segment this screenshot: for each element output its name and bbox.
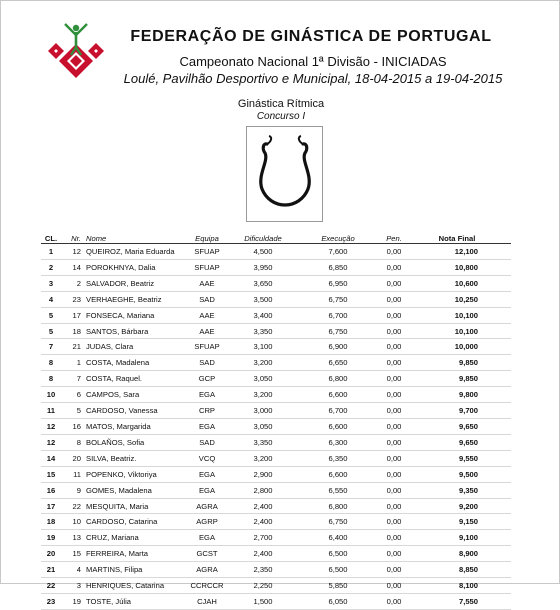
cell-final: 10,000 bbox=[454, 342, 478, 352]
cell-dif: 3,100 bbox=[253, 342, 273, 352]
cell-dif: 3,000 bbox=[253, 406, 273, 416]
table-row bbox=[41, 276, 511, 292]
cell-final: 9,800 bbox=[458, 390, 478, 400]
cell-team: AGRA bbox=[196, 501, 218, 511]
rope-icon bbox=[247, 127, 324, 223]
cell-name: CAMPOS, Sara bbox=[86, 390, 140, 400]
cell-pen: 0,00 bbox=[386, 278, 402, 288]
cell-nr: 13 bbox=[72, 533, 81, 543]
cell-final: 9,650 bbox=[458, 421, 478, 431]
cell-name: CARDOSO, Vanessa bbox=[86, 406, 158, 416]
table-row bbox=[41, 562, 511, 578]
cell-nr: 2 bbox=[76, 278, 81, 288]
cell-name: SANTOS, Bárbara bbox=[86, 326, 149, 336]
cell-final: 10,100 bbox=[454, 310, 478, 320]
cell-exe: 6,750 bbox=[328, 326, 348, 336]
cell-team: AAE bbox=[199, 326, 215, 336]
table-row bbox=[41, 371, 511, 387]
cell-cl: 2 bbox=[48, 262, 54, 272]
cell-team: AAE bbox=[199, 310, 215, 320]
cell-dif: 3,950 bbox=[253, 262, 273, 272]
cell-final: 10,100 bbox=[454, 326, 478, 336]
cell-final: 9,200 bbox=[458, 501, 478, 511]
cell-dif: 2,400 bbox=[253, 549, 273, 559]
cell-nr: 9 bbox=[76, 485, 81, 495]
cell-exe: 6,400 bbox=[328, 533, 348, 543]
results-table bbox=[41, 233, 511, 610]
cell-pen: 0,00 bbox=[386, 294, 402, 304]
table-row bbox=[41, 403, 511, 419]
cell-nr: 23 bbox=[72, 294, 81, 304]
cell-name: SILVA, Beatriz. bbox=[86, 453, 137, 463]
cell-team: CJAH bbox=[197, 596, 217, 606]
cell-name: COSTA, Raquel. bbox=[86, 374, 142, 384]
apparatus-box bbox=[246, 126, 323, 222]
table-row bbox=[41, 387, 511, 403]
cell-name: FONSECA, Mariana bbox=[86, 310, 155, 320]
cell-dif: 1,500 bbox=[253, 596, 273, 606]
cell-exe: 6,800 bbox=[328, 501, 348, 511]
cell-nr: 20 bbox=[72, 453, 81, 463]
cell-cl: 10 bbox=[46, 390, 56, 400]
cell-exe: 6,350 bbox=[328, 453, 348, 463]
cell-dif: 3,200 bbox=[253, 390, 273, 400]
cell-final: 9,700 bbox=[458, 406, 478, 416]
cell-exe: 6,700 bbox=[328, 310, 348, 320]
cell-team: SFUAP bbox=[194, 342, 220, 352]
cell-cl: 14 bbox=[46, 453, 56, 463]
cell-pen: 0,00 bbox=[386, 247, 402, 256]
table-row bbox=[41, 594, 511, 610]
cell-final: 9,350 bbox=[458, 485, 478, 495]
cell-dif: 3,650 bbox=[253, 278, 273, 288]
cell-final: 10,600 bbox=[454, 278, 478, 288]
cell-team: AGRP bbox=[196, 517, 218, 527]
cell-exe: 6,500 bbox=[328, 549, 348, 559]
cell-final: 10,250 bbox=[454, 294, 478, 304]
cell-name: FERREIRA, Marta bbox=[86, 549, 149, 559]
col-nr: Nr. bbox=[71, 234, 81, 243]
col-difficulty: Dificuldade bbox=[244, 234, 282, 243]
cell-dif: 2,350 bbox=[253, 565, 273, 575]
table-row bbox=[41, 435, 511, 451]
cell-exe: 6,750 bbox=[328, 517, 348, 527]
cell-pen: 0,00 bbox=[386, 596, 402, 606]
cell-nr: 8 bbox=[76, 437, 81, 447]
cell-team: EGA bbox=[198, 469, 216, 479]
table-row bbox=[41, 451, 511, 467]
cell-team: SFUAP bbox=[194, 262, 220, 272]
table-row bbox=[41, 514, 511, 530]
cell-dif: 3,050 bbox=[253, 374, 273, 384]
cell-pen: 0,00 bbox=[386, 406, 402, 416]
cell-team: EGA bbox=[198, 485, 216, 495]
cell-nr: 21 bbox=[72, 342, 81, 352]
cell-exe: 6,600 bbox=[328, 390, 348, 400]
cell-team: AGRA bbox=[196, 565, 218, 575]
table-row bbox=[41, 530, 511, 546]
cell-dif: 3,200 bbox=[253, 453, 273, 463]
cell-exe: 6,600 bbox=[328, 421, 348, 431]
cell-nr: 6 bbox=[76, 390, 81, 400]
cell-nr: 7 bbox=[76, 374, 81, 384]
cell-name: MARTINS, Filipa bbox=[86, 565, 143, 575]
cell-cl: 15 bbox=[46, 469, 56, 479]
cell-pen: 0,00 bbox=[386, 390, 402, 400]
table-row bbox=[41, 355, 511, 371]
cell-final: 9,850 bbox=[458, 358, 478, 368]
cell-exe: 6,300 bbox=[328, 437, 348, 447]
cell-nr: 3 bbox=[76, 581, 81, 591]
table-row bbox=[41, 483, 511, 499]
cell-exe: 6,850 bbox=[328, 262, 348, 272]
cell-pen: 0,00 bbox=[386, 517, 402, 527]
cell-nr: 12 bbox=[72, 247, 81, 256]
cell-pen: 0,00 bbox=[386, 374, 402, 384]
cell-dif: 3,050 bbox=[253, 421, 273, 431]
cell-exe: 6,700 bbox=[328, 406, 348, 416]
cell-team: SAD bbox=[199, 437, 215, 447]
table-row bbox=[41, 339, 511, 355]
cell-team: SAD bbox=[199, 358, 215, 368]
cell-pen: 0,00 bbox=[386, 310, 402, 320]
col-cl: CL. bbox=[44, 234, 58, 243]
cell-final: 7,550 bbox=[458, 596, 478, 606]
cell-nr: 18 bbox=[72, 326, 81, 336]
cell-pen: 0,00 bbox=[386, 485, 402, 495]
cell-dif: 2,800 bbox=[253, 485, 273, 495]
table-row bbox=[41, 260, 511, 276]
cell-exe: 5,850 bbox=[328, 581, 348, 591]
cell-team: GCP bbox=[198, 374, 216, 384]
table-row bbox=[41, 467, 511, 483]
table-row bbox=[41, 292, 511, 308]
col-execution: Execução bbox=[321, 234, 355, 243]
discipline-label: Ginástica Rítmica bbox=[237, 98, 325, 110]
cell-team: GCST bbox=[196, 549, 218, 559]
event-venue-dates: Loulé, Pavilhão Desportivo e Municipal, 18-04-2015 a 19-04-2015 bbox=[123, 71, 503, 86]
cell-name: CRUZ, Mariana bbox=[86, 533, 139, 543]
cell-name: QUEIROZ, Maria Eduarda bbox=[86, 247, 175, 256]
cell-cl: 20 bbox=[46, 549, 56, 559]
cell-cl: 4 bbox=[48, 294, 54, 304]
cell-cl: 5 bbox=[48, 326, 54, 336]
cell-exe: 6,550 bbox=[328, 485, 348, 495]
cell-cl: 5 bbox=[48, 310, 54, 320]
cell-cl: 7 bbox=[48, 342, 54, 352]
cell-name: MATOS, Margarida bbox=[86, 421, 151, 431]
cell-dif: 3,350 bbox=[253, 437, 273, 447]
cell-nr: 5 bbox=[76, 406, 81, 416]
cell-final: 9,500 bbox=[458, 469, 478, 479]
cell-cl: 8 bbox=[48, 358, 54, 368]
cell-name: BOLAÑOS, Sofia bbox=[86, 437, 145, 447]
table-row bbox=[41, 546, 511, 562]
cell-name: SALVADOR, Beatriz bbox=[86, 278, 155, 288]
cell-exe: 7,600 bbox=[328, 247, 348, 256]
cell-team: EGA bbox=[198, 533, 216, 543]
table-header bbox=[41, 233, 511, 244]
cell-nr: 19 bbox=[72, 596, 81, 606]
cell-nr: 4 bbox=[76, 565, 81, 575]
cell-dif: 3,350 bbox=[253, 326, 273, 336]
col-team: Equipa bbox=[195, 234, 219, 243]
cell-team: AAE bbox=[199, 278, 215, 288]
cell-nr: 16 bbox=[72, 421, 81, 431]
cell-final: 12,100 bbox=[454, 247, 478, 256]
cell-final: 9,850 bbox=[458, 374, 478, 384]
cell-dif: 2,700 bbox=[253, 533, 273, 543]
cell-name: POROKHNYA, Dalia bbox=[86, 262, 156, 272]
cell-final: 10,800 bbox=[454, 262, 478, 272]
organization-title: FEDERAÇÃO DE GINÁSTICA DE PORTUGAL bbox=[130, 28, 492, 45]
cell-pen: 0,00 bbox=[386, 342, 402, 352]
cell-dif: 4,500 bbox=[253, 247, 273, 256]
cell-pen: 0,00 bbox=[386, 262, 402, 272]
table-row bbox=[41, 324, 511, 340]
cell-cl: 16 bbox=[46, 485, 56, 495]
cell-cl: 22 bbox=[46, 581, 56, 591]
cell-cl: 12 bbox=[46, 421, 56, 431]
cell-pen: 0,00 bbox=[386, 358, 402, 368]
table-row bbox=[41, 419, 511, 435]
cell-dif: 2,400 bbox=[253, 501, 273, 511]
cell-final: 9,650 bbox=[458, 437, 478, 447]
cell-pen: 0,00 bbox=[386, 501, 402, 511]
cell-pen: 0,00 bbox=[386, 549, 402, 559]
concurso-label: Concurso I bbox=[256, 111, 306, 122]
cell-nr: 14 bbox=[72, 262, 81, 272]
cell-pen: 0,00 bbox=[386, 421, 402, 431]
cell-pen: 0,00 bbox=[386, 437, 402, 447]
cell-nr: 22 bbox=[72, 501, 81, 511]
cell-cl: 18 bbox=[46, 517, 56, 527]
cell-pen: 0,00 bbox=[386, 581, 402, 591]
col-name: Nome bbox=[86, 234, 107, 243]
cell-exe: 6,900 bbox=[328, 342, 348, 352]
cell-exe: 6,500 bbox=[328, 565, 348, 575]
cell-pen: 0,00 bbox=[386, 533, 402, 543]
cell-exe: 6,050 bbox=[328, 596, 348, 606]
cell-name: COSTA, Madalena bbox=[86, 358, 150, 368]
cell-dif: 3,200 bbox=[253, 358, 273, 368]
cell-cl: 12 bbox=[46, 437, 56, 447]
cell-name: TOSTE, Júlia bbox=[86, 596, 132, 606]
cell-pen: 0,00 bbox=[386, 469, 402, 479]
cell-exe: 6,800 bbox=[328, 374, 348, 384]
table-row bbox=[41, 578, 511, 594]
cell-cl: 3 bbox=[48, 278, 54, 288]
cell-exe: 6,950 bbox=[328, 278, 348, 288]
cell-cl: 11 bbox=[46, 406, 56, 416]
event-title: Campeonato Nacional 1ª Divisão - INICIADAS bbox=[179, 54, 447, 69]
cell-team: CRP bbox=[198, 406, 216, 416]
cell-nr: 11 bbox=[73, 469, 81, 479]
cell-dif: 3,500 bbox=[253, 294, 273, 304]
table-body bbox=[41, 244, 511, 610]
cell-name: VERHAEGHE, Beatriz bbox=[86, 294, 162, 304]
cell-nr: 17 bbox=[72, 310, 81, 320]
cell-team: SFUAP bbox=[194, 247, 220, 256]
cell-team: EGA bbox=[198, 421, 216, 431]
cell-dif: 2,250 bbox=[253, 581, 273, 591]
cell-pen: 0,00 bbox=[386, 565, 402, 575]
cell-team: SAD bbox=[199, 294, 215, 304]
cell-cl: 1 bbox=[48, 247, 54, 256]
cell-name: MESQUITA, Maria bbox=[86, 501, 149, 511]
cell-team: CCRCCR bbox=[190, 581, 224, 591]
cell-cl: 21 bbox=[46, 565, 56, 575]
cell-name: CARDOSO, Catarina bbox=[86, 517, 158, 527]
cell-final: 8,100 bbox=[458, 581, 478, 591]
cell-cl: 23 bbox=[46, 596, 56, 606]
cell-cl: 17 bbox=[46, 501, 56, 511]
cell-dif: 2,900 bbox=[253, 469, 273, 479]
cell-cl: 8 bbox=[48, 374, 54, 384]
cell-name: POPENKO, Viktoriya bbox=[86, 469, 157, 479]
cell-dif: 3,400 bbox=[253, 310, 273, 320]
col-penalty: Pen. bbox=[386, 234, 402, 243]
cell-dif: 2,400 bbox=[253, 517, 273, 527]
cell-nr: 1 bbox=[76, 358, 81, 368]
cell-final: 8,850 bbox=[458, 565, 478, 575]
cell-name: HENRIQUES, Catarina bbox=[86, 581, 165, 591]
cell-exe: 6,750 bbox=[328, 294, 348, 304]
table-row bbox=[41, 308, 511, 324]
cell-cl: 19 bbox=[46, 533, 56, 543]
table-row bbox=[41, 244, 511, 260]
cell-nr: 10 bbox=[72, 517, 81, 527]
cell-team: EGA bbox=[198, 390, 216, 400]
cell-pen: 0,00 bbox=[386, 326, 402, 336]
cell-name: GOMES, Madalena bbox=[86, 485, 152, 495]
cell-nr: 15 bbox=[72, 549, 81, 559]
cell-pen: 0,00 bbox=[386, 453, 402, 463]
cell-name: JUDAS, Clara bbox=[86, 342, 134, 352]
cell-final: 8,900 bbox=[458, 549, 478, 559]
cell-team: VCQ bbox=[198, 453, 216, 463]
cell-exe: 6,650 bbox=[328, 358, 348, 368]
cell-final: 9,550 bbox=[458, 453, 478, 463]
col-final: Nota Final bbox=[438, 234, 476, 243]
cell-final: 9,100 bbox=[458, 533, 478, 543]
cell-exe: 6,600 bbox=[328, 469, 348, 479]
cell-final: 9,150 bbox=[458, 517, 478, 527]
table-row bbox=[41, 499, 511, 515]
